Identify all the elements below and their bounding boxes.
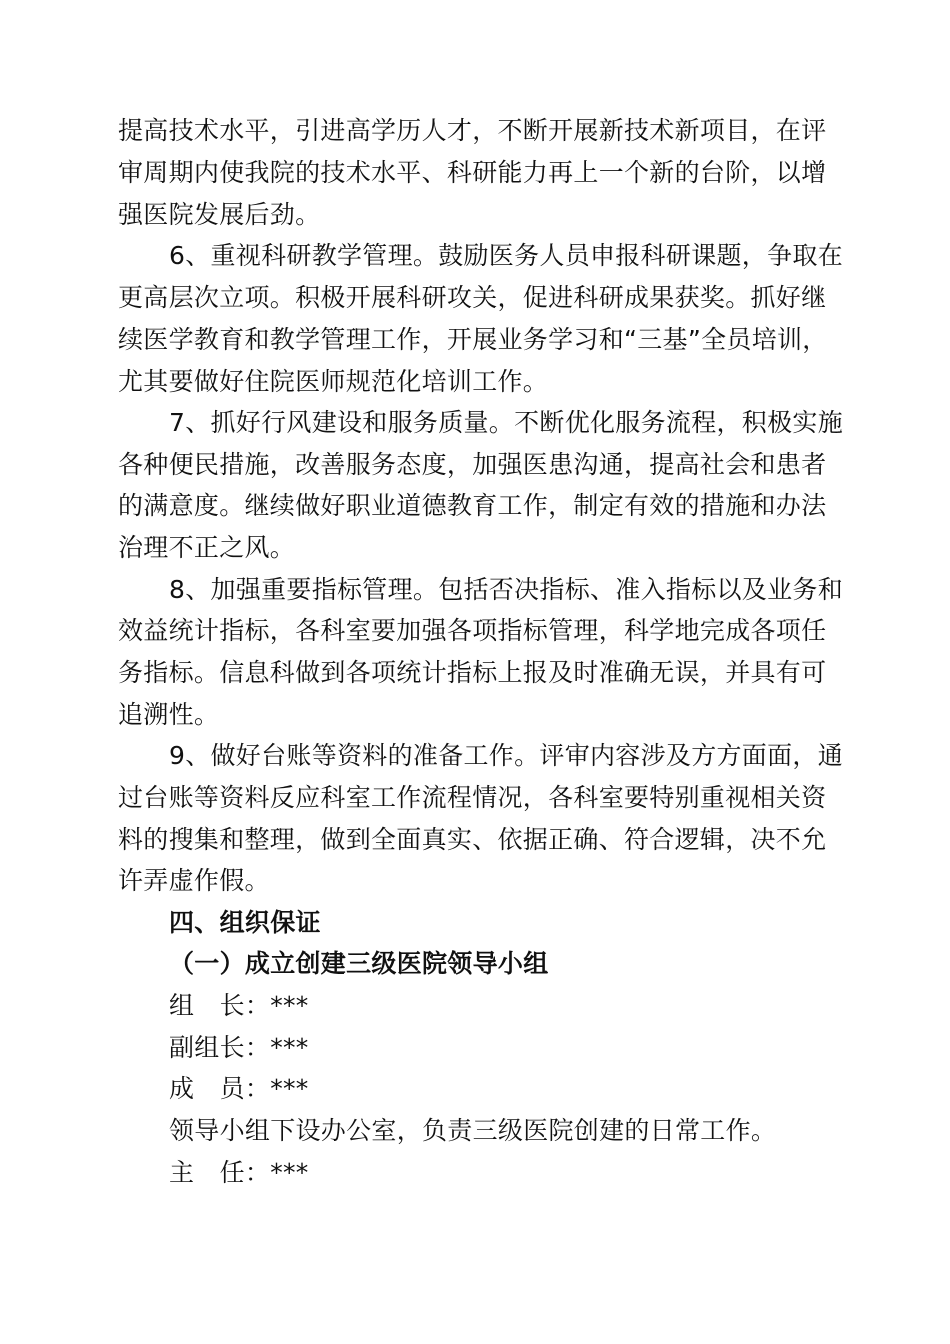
section-heading: 四、组织保证 (169, 908, 321, 937)
item-8-line: 8、加强重要指标管理。包括否决指标、准入指标以及业务和 (169, 575, 844, 604)
body-text-line: 治理不正之风。 (118, 533, 296, 562)
body-text-line: 提高技术水平，引进高学历人才，不断开展新技术新项目，在评 (118, 116, 827, 145)
body-text-line: 尤其要做好住院医师规范化培训工作。 (118, 367, 549, 396)
director-line: 主 任：*** (169, 1158, 309, 1187)
body-text-line: 过台账等资料反应科室工作流程情况，各科室要特别重视相关资 (118, 783, 827, 812)
body-text-line: 许弄虚作假。 (118, 866, 270, 895)
item-6-line: 6、重视科研教学管理。鼓励医务人员申报科研课题，争取在 (169, 241, 844, 270)
body-text-line: 追溯性。 (118, 700, 220, 729)
subsection-heading: （一）成立创建三级医院领导小组 (169, 949, 549, 978)
body-text-line: 续医学教育和教学管理工作，开展业务学习和“三基”全员培训， (118, 325, 828, 354)
body-text-line: 强医院发展后劲。 (118, 200, 321, 229)
body-text-line: 各种便民措施，改善服务态度，加强医患沟通，提高社会和患者 (118, 450, 827, 479)
item-9-line: 9、做好台账等资料的准备工作。评审内容涉及方方面面，通 (169, 741, 844, 770)
deputy-leader-line: 副组长：*** (169, 1033, 309, 1062)
members-line: 成 员：*** (169, 1074, 309, 1103)
group-leader-line: 组 长：*** (169, 991, 309, 1020)
body-text-line: 务指标。信息科做到各项统计指标上报及时准确无误，并具有可 (118, 658, 827, 687)
item-7-line: 7、抓好行风建设和服务质量。不断优化服务流程，积极实施 (169, 408, 844, 437)
body-text-line: 更高层次立项。积极开展科研攻关，促进科研成果获奖。抓好继 (118, 283, 827, 312)
body-text-line: 的满意度。继续做好职业道德教育工作，制定有效的措施和办法 (118, 491, 827, 520)
body-text-line: 审周期内使我院的技术水平、科研能力再上一个新的台阶，以增 (118, 158, 827, 187)
office-description-line: 领导小组下设办公室，负责三级医院创建的日常工作。 (169, 1116, 777, 1145)
body-text-line: 料的搜集和整理，做到全面真实、依据正确、符合逻辑，决不允 (118, 825, 827, 854)
body-text-line: 效益统计指标，各科室要加强各项指标管理，科学地完成各项任 (118, 616, 827, 645)
